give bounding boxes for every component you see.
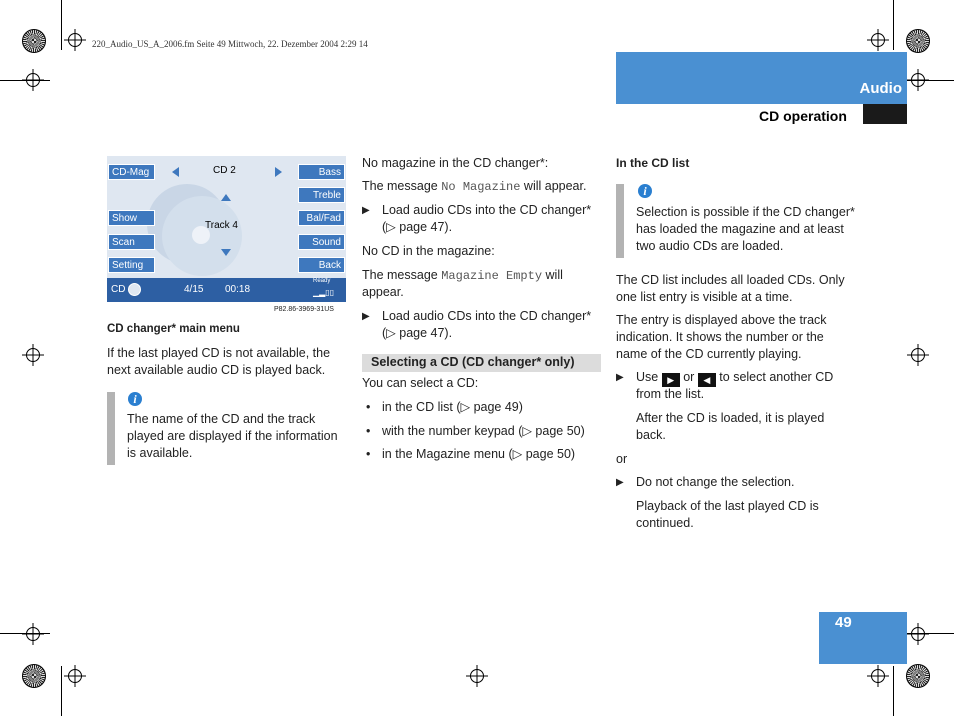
note-bar: [616, 184, 624, 258]
list-item[interactable]: in the Magazine menu (▷ page 50): [382, 447, 576, 461]
status-bar: [107, 278, 346, 302]
display-message: No Magazine: [441, 180, 521, 194]
text: or: [683, 370, 695, 384]
scan-button[interactable]: Scan: [108, 234, 155, 250]
prev-cd-arrow-icon[interactable]: [172, 167, 179, 177]
screen-caption: CD changer* main menu: [107, 323, 240, 335]
sound-button[interactable]: Sound: [298, 234, 345, 250]
or-text: or: [616, 452, 628, 466]
list-item[interactable]: with the number keypad (▷ page 50): [382, 424, 585, 438]
step-text: Load audio CDs into the CD changer*: [382, 309, 592, 323]
setting-button[interactable]: Setting: [108, 257, 155, 273]
text: The message: [362, 268, 442, 282]
cd-number-label: CD 2: [213, 165, 236, 176]
step-arrow-icon: ▶: [362, 311, 370, 322]
step-arrow-icon: ▶: [616, 372, 624, 383]
page-reference: (▷ page 47).: [382, 326, 453, 340]
cd-changer-screen: [107, 156, 346, 302]
text: to select another CD: [719, 370, 834, 384]
playback-text: Playback of the last played CD is continued.: [636, 499, 819, 530]
text: Use: [636, 370, 659, 384]
back-button[interactable]: Back: [298, 257, 345, 273]
step-arrow-icon: ▶: [616, 477, 624, 488]
image-code: P82.86-3969-31US: [274, 306, 334, 313]
text: from the list.: [636, 387, 705, 401]
page-reference: (▷ page 47).: [382, 220, 453, 234]
status-track: 4/15: [184, 284, 204, 295]
section-heading-bar: [362, 354, 601, 372]
section-title: Audio: [859, 80, 902, 97]
file-meta-line: 220_Audio_US_A_2006.fm Seite 49 Mittwoch, 22. Dezember 2004 2:29 14: [92, 39, 368, 49]
no-change-text: Do not change the selection.: [636, 475, 795, 489]
track-down-arrow-icon[interactable]: [221, 249, 231, 256]
track-up-arrow-icon[interactable]: [221, 194, 231, 201]
treble-button[interactable]: Treble: [298, 187, 345, 203]
select-intro: You can select a CD:: [362, 376, 479, 390]
show-button[interactable]: Show: [108, 210, 155, 226]
bullet-dot: •: [366, 400, 371, 414]
bullet-dot: •: [366, 447, 371, 461]
note-bar: [107, 392, 115, 465]
cd-list-paragraph: The CD list includes all loaded CDs. Only one list entry is visible at a time.: [616, 273, 845, 304]
track-label: Track 4: [205, 220, 238, 231]
col1-paragraph: If the last played CD is not available, the next available audio CD is played back.: [107, 346, 331, 377]
status-time: 00:18: [225, 284, 251, 295]
signal-level-icon: ▁▂▯▯: [313, 288, 335, 297]
cd-list-heading: In the CD list: [616, 156, 690, 170]
step-text: Load audio CDs into the CD changer*: [382, 203, 592, 217]
bullet-dot: •: [366, 424, 371, 438]
bal-fad-button[interactable]: Bal/Fad: [298, 210, 345, 226]
info-icon: i: [638, 184, 652, 198]
cd-mag-button[interactable]: CD-Mag: [108, 164, 155, 180]
text: will: [542, 268, 563, 282]
no-magazine-message: [362, 178, 586, 196]
after-loaded-text: After the CD is loaded, it is played back.: [636, 411, 825, 442]
prev-key-icon[interactable]: ◀: [698, 373, 716, 387]
list-item[interactable]: in the CD list (▷ page 49): [382, 400, 523, 414]
section-subtitle: CD operation: [759, 108, 847, 124]
section-heading: Selecting a CD (CD changer* only): [371, 355, 575, 369]
magazine-empty-message: [362, 267, 563, 285]
no-magazine-heading: No magazine in the CD changer*:: [362, 156, 549, 170]
page-number-box: [819, 612, 907, 664]
col1-note: The name of the CD and the track played are displayed if the information is available.: [127, 412, 338, 460]
status-ready: Ready: [313, 278, 331, 284]
info-icon: i: [128, 392, 142, 406]
next-key-icon[interactable]: ▶: [662, 373, 680, 387]
page-number: 49: [835, 614, 852, 631]
text: appear.: [362, 285, 404, 299]
step-arrow-icon: ▶: [362, 205, 370, 216]
bass-button[interactable]: Bass: [298, 164, 345, 180]
header-tab-marker: [863, 104, 907, 124]
col3-note: Selection is possible if the CD changer* has loaded the magazine and at least two audio CDs are loaded.: [636, 205, 855, 253]
text: will appear.: [520, 179, 587, 193]
next-cd-arrow-icon[interactable]: [275, 167, 282, 177]
status-source: CD: [111, 284, 126, 295]
display-message: Magazine Empty: [441, 269, 543, 283]
text: The message: [362, 179, 442, 193]
entry-paragraph: The entry is displayed above the track indication. It shows the number or the name of the CD currently playing.: [616, 313, 827, 361]
cd-icon: [128, 283, 141, 296]
no-cd-heading: No CD in the magazine:: [362, 244, 495, 258]
use-instruction: [636, 369, 833, 387]
